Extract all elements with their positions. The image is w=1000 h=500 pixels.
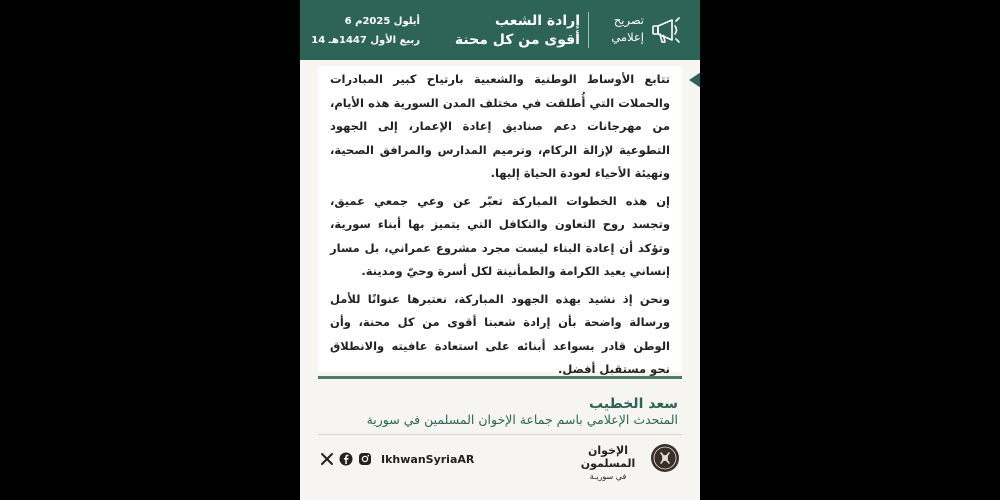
social-handle[interactable]: IkhwanSyriaAR: [381, 452, 475, 466]
statement-title: [420, 12, 580, 50]
title-line-1: إرادة الشعب: [494, 13, 580, 29]
statement-card: [300, 0, 700, 500]
megaphone-icon: [648, 12, 684, 48]
body-paragraph-3: ونحن إذ نشيد بهذه الجهود المباركة، نعتبرها عنوانًا للأمل ورسالة واضحة بأن إرادة شعبنا أقوى من كل محنة، وأن الوطن قادر بسواعد أبنائه على استعادة عافيته والانطلاق نحو مستقبل أفضل.: [330, 291, 670, 376]
statement-type-label: [594, 12, 644, 46]
date-gregorian: 6 أيلول 2025م: [344, 16, 420, 27]
organization-emblem-icon: [650, 443, 680, 473]
spokesperson-title: المتحدث الإعلامي باسم جماعة الإخوان المسلمين في سورية: [366, 412, 678, 427]
type-label-line-1: تصريح: [613, 13, 644, 27]
body-paragraph-2: إن هذه الخطوات المباركة تعبّر عن وعي جمعي عميق، وتجسد روح التعاون والتكافل التي يتميز بها أبناء سورية، وتؤكد أن إعادة البناء ليست مجرد مشروع عمراني، بل مسار إنساني يعيد الكرامة والطمأنينة لكل أسرة وحيّ ومدينة.: [330, 193, 670, 278]
date-hijri: 14 ربيع الأول 1447هـ: [311, 35, 420, 46]
facebook-icon[interactable]: [339, 452, 353, 466]
header-divider: [588, 12, 589, 48]
social-links: [320, 449, 474, 469]
footer-divider: [318, 434, 682, 435]
date-block: [310, 12, 420, 50]
x-icon[interactable]: [320, 452, 334, 466]
signature-separator: [318, 376, 682, 379]
logo-text-sub: في سوريـة: [589, 472, 627, 481]
instagram-icon[interactable]: [358, 452, 372, 466]
organization-logo-text: [568, 444, 648, 483]
header-pointer-arrow: [689, 72, 700, 88]
spokesperson-name: سعد الخطيب: [589, 396, 678, 412]
statement-body: [318, 66, 682, 376]
body-paragraph-1: تتابع الأوساط الوطنية والشعبية بارتياح كبير المبادرات والحملات التي أُطلقت في مختلف المدن السورية هذه الأيام، من مهرجانات دعم صناديق إعادة الإعمار، إلى الجهود التطوعية لإزالة الركام، وترميم المدارس والمرافق الصحية، وتهيئة الأحياء لعودة الحياة إليها.: [330, 72, 670, 180]
title-line-2: أقوى من كل محنة: [454, 32, 580, 48]
logo-text-main: الإخوان المسلمون: [580, 444, 636, 470]
type-label-line-2: إعلامي: [611, 30, 644, 44]
header-bar: [300, 0, 700, 60]
